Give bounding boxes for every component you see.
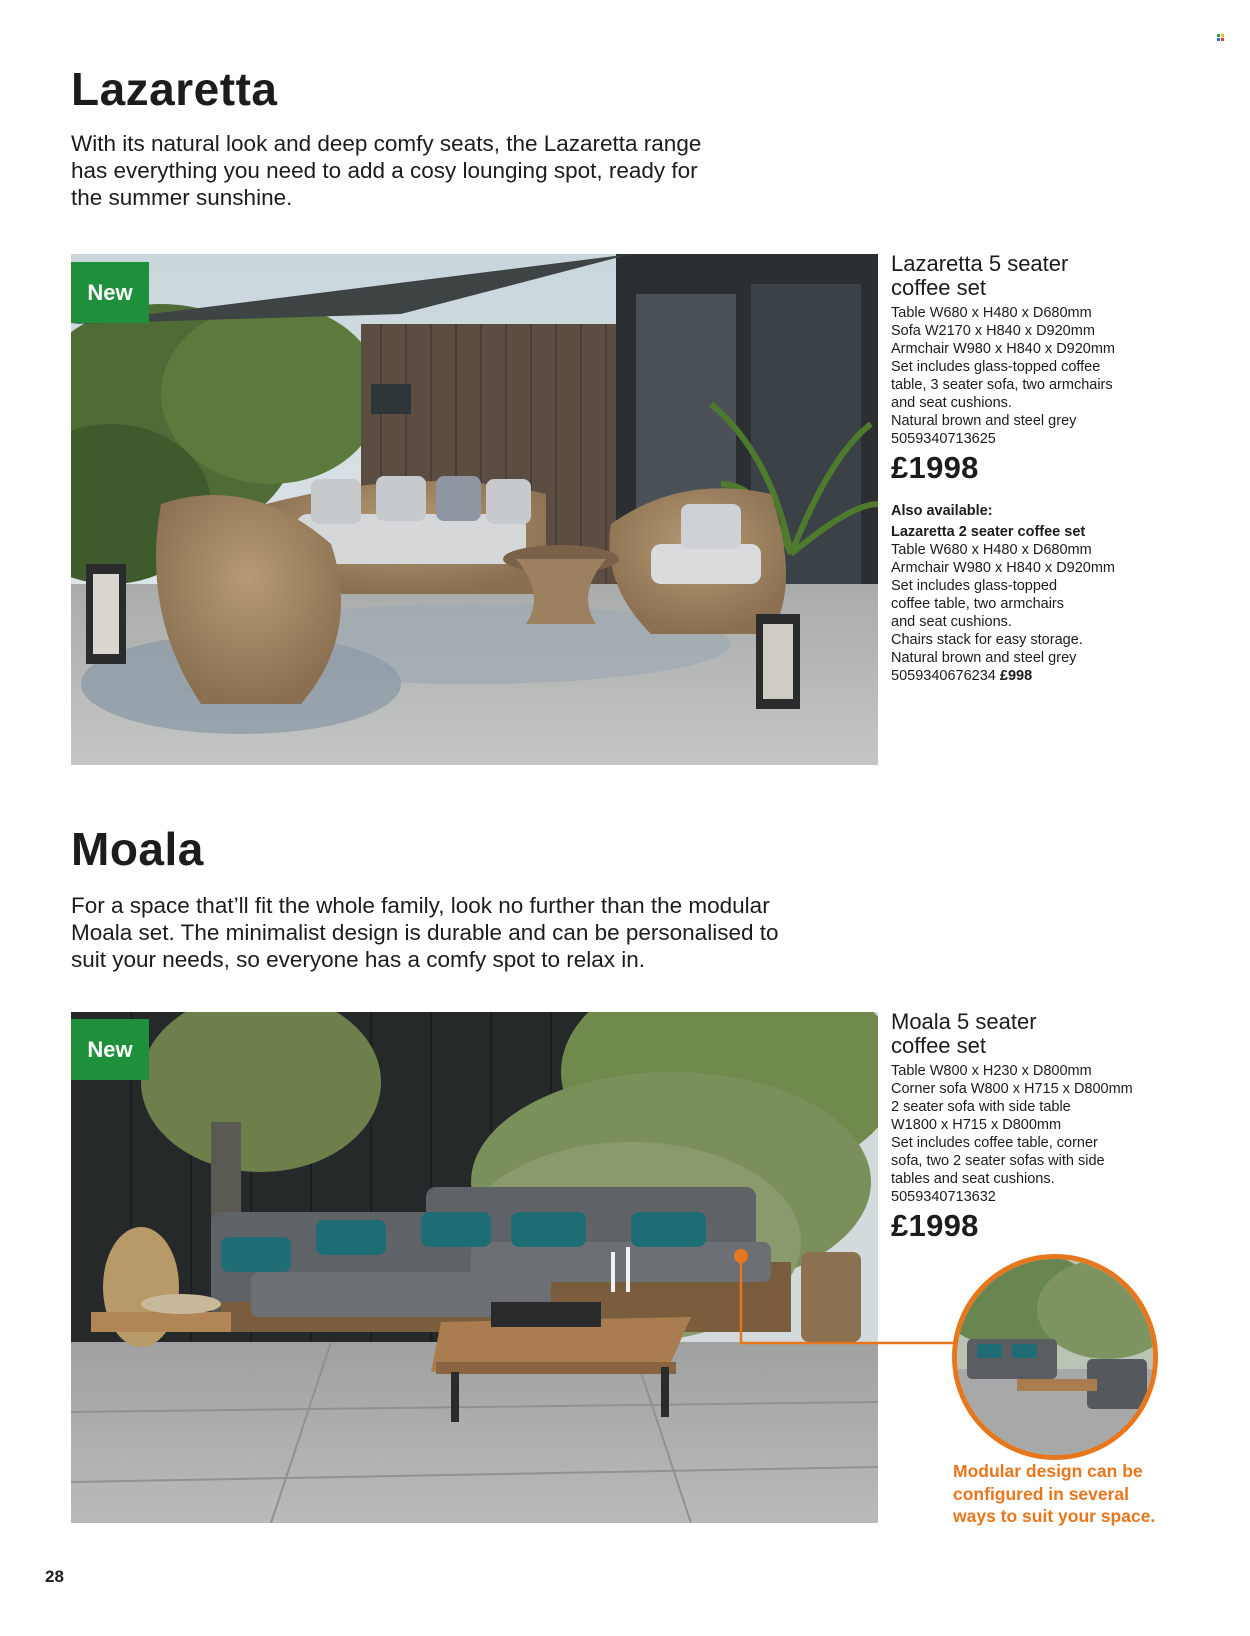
spec-line: Set includes glass-topped coffee — [891, 359, 1101, 375]
intro-line: suit your needs, so everyone has a comfy spot to relax in. — [71, 947, 646, 972]
spec-line: tables and seat cushions. — [891, 1171, 1055, 1187]
callout-connector — [720, 1245, 960, 1355]
product-price: £1998 — [891, 450, 979, 485]
spec-line: and seat cushions. — [891, 395, 1012, 411]
product-code: 5059340713625 — [891, 431, 996, 447]
spec-line: 2 seater sofa with side table — [891, 1099, 1071, 1115]
spec-line: Table W800 x H230 x D800mm — [891, 1063, 1092, 1079]
inset-scene-image — [957, 1259, 1153, 1455]
moala-intro — [71, 892, 871, 973]
intro-line: For a space that’ll fit the whole family, look no further than the modular — [71, 893, 770, 918]
product-title: Moala 5 seater — [891, 1009, 1037, 1034]
spec-line: Corner sofa W800 x H715 x D800mm — [891, 1081, 1133, 1097]
spec-line: Sofa W2170 x H840 x D920mm — [891, 323, 1095, 339]
intro-line: Moala set. The minimalist design is durable and can be personalised to — [71, 920, 779, 945]
also-available-title: Lazaretta 2 seater coffee set — [891, 524, 1086, 540]
spec-line: Armchair W980 x H840 x D920mm — [891, 341, 1116, 357]
moala-product-info — [891, 1010, 1241, 1244]
lazaretta-scene-image — [71, 254, 878, 765]
spec-line: Armchair W980 x H840 x D920mm — [891, 560, 1116, 576]
new-badge: New — [71, 1019, 149, 1080]
lazaretta-photo — [71, 254, 878, 765]
spec-line: Table W680 x H480 x D680mm — [891, 305, 1092, 321]
intro-line: With its natural look and deep comfy seats, the Lazaretta range — [71, 131, 702, 156]
spec-line: Set includes coffee table, corner — [891, 1135, 1098, 1151]
product-price: £998 — [999, 668, 1033, 684]
product-title: coffee set — [891, 1033, 986, 1058]
lazaretta-intro — [71, 130, 771, 211]
spec-line: Natural brown and steel grey — [891, 650, 1077, 666]
page-number: 28 — [45, 1567, 64, 1586]
also-available-heading: Also available: — [891, 503, 993, 519]
modular-design-note — [953, 1460, 1243, 1528]
spec-line: Set includes glass-topped — [891, 578, 1058, 594]
intro-line: has everything you need to add a cosy lounging spot, ready for — [71, 158, 698, 183]
spec-line: table, 3 seater sofa, two armchairs — [891, 377, 1113, 393]
spec-line: sofa, two 2 seater sofas with side — [891, 1153, 1105, 1169]
lazaretta-product-info — [891, 252, 1241, 685]
spec-line: coffee table, two armchairs — [891, 596, 1065, 612]
spec-line: and seat cushions. — [891, 614, 1012, 630]
spec-line: Natural brown and steel grey — [891, 413, 1077, 429]
product-code: 5059340713632 — [891, 1189, 996, 1205]
moala-heading: Moala — [71, 823, 204, 875]
lazaretta-heading: Lazaretta — [71, 63, 278, 115]
note-line: ways to suit your space. — [953, 1506, 1156, 1526]
brand-logo-icon — [1217, 34, 1225, 41]
note-line: configured in several — [953, 1483, 1130, 1504]
spec-line: Chairs stack for easy storage. — [891, 632, 1083, 648]
spec-line: Table W680 x H480 x D680mm — [891, 542, 1092, 558]
modular-inset-image — [952, 1254, 1158, 1460]
product-title: Lazaretta 5 seater — [891, 251, 1069, 276]
note-line: Modular design can be — [953, 1461, 1143, 1481]
product-title: coffee set — [891, 275, 986, 300]
product-code: 5059340676234 — [891, 668, 996, 684]
spec-line: W1800 x H715 x D800mm — [891, 1117, 1062, 1133]
product-price: £1998 — [891, 1208, 979, 1243]
intro-line: the summer sunshine. — [71, 185, 293, 210]
new-badge: New — [71, 262, 149, 323]
